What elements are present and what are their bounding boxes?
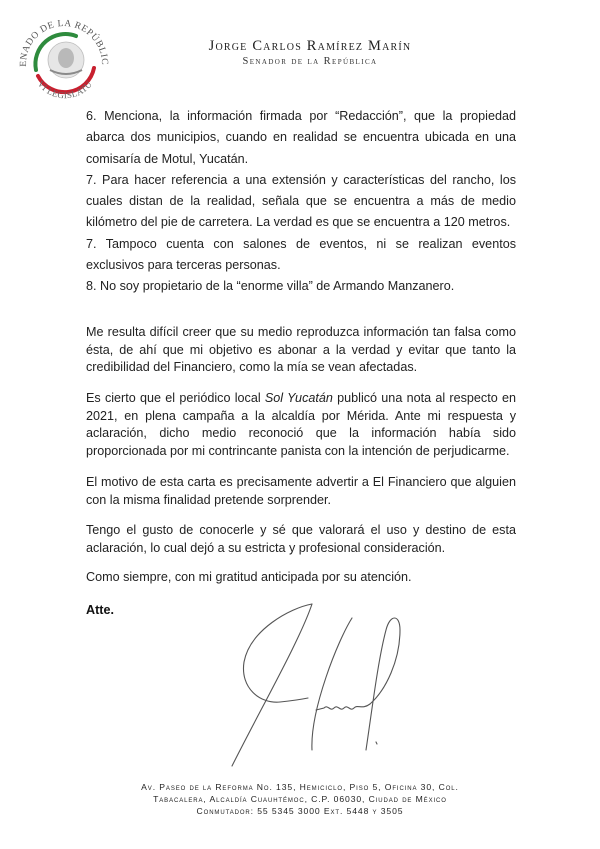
paragraph-text: Es cierto que el periódico local	[86, 391, 265, 405]
signature	[220, 600, 440, 770]
seal-top-text: ENADO DE LA REPÚBLIC	[18, 18, 110, 67]
seal-graphic	[12, 12, 116, 108]
signature-graphic	[220, 600, 440, 770]
letterhead	[160, 38, 460, 69]
footer-line: Tabacalera, Alcaldía Cuauhtémoc, C.P. 06030, Ciudad de México	[153, 794, 447, 804]
senator-name: Jorge Carlos Ramírez Marín	[208, 38, 412, 54]
paragraph-sol-yucatan	[86, 390, 516, 460]
paragraph-text: publicó una nota al respecto en 2021, en plena campaña a la alcaldía por Mérida. Ante mi respuesta y aclaración, dicho medio reconoció que la información había sido proporcionada por mi contrincante panista con la intención de perjudicarme.	[86, 391, 516, 458]
paragraph-consideration: Tengo el gusto de conocerle y sé que valorará el uso y destino de esta aclaración, lo cual dejó a su estricta y profesional consideración.	[86, 523, 516, 555]
footer-address	[90, 781, 510, 817]
list-item: 7. Para hacer referencia a una extensión y características del rancho, los cuales distan de la realidad, señala que se encuentra a más de medio kilómetro del pie de carretera. La verdad es que se encuentra a 120 metros.	[86, 172, 516, 230]
paragraph-motive: El motivo de esta carta es precisamente advertir a El Financiero que alguien con la misma finalidad pretende sorprender.	[86, 475, 516, 507]
paragraph-credibility: Me resulta difícil creer que su medio reproduzca información tan falsa como ésta, de ahí que mi objetivo es abonar a la verdad y evitar que tanto la credibilidad del Financiero, como la mía se vean afectadas.	[86, 325, 516, 374]
list-item: 6. Menciona, la información firmada por “Redacción”, que la propiedad abarca dos municipios, cuando en realidad se encuentra ubicada en una comisaría de Motul, Yucatán.	[86, 109, 516, 166]
senado-seal-logo	[12, 12, 116, 108]
list-item: 7. Tampoco cuenta con salones de eventos, ni se realizan eventos exclusivos para terceras personas.	[86, 236, 516, 273]
seal-bottom-text: VI LEGISLATU	[35, 78, 95, 101]
list-item: 8. No soy propietario de la “enorme villa” de Armando Manzanero.	[86, 279, 455, 294]
closing: Atte.	[86, 603, 114, 617]
clarification-list	[86, 106, 516, 298]
footer-line: Conmutador: 55 5345 3000 Ext. 5448 y 3505	[196, 806, 404, 816]
paragraph-gratitude: Como siempre, con mi gratitud anticipada por su atención.	[86, 570, 412, 584]
newspaper-name: Sol Yucatán	[264, 391, 333, 405]
senator-title: Senador de la República	[242, 56, 378, 67]
footer-line: Av. Paseo de la Reforma No. 135, Hemiciclo, Piso 5, Oficina 30, Col.	[141, 782, 459, 792]
